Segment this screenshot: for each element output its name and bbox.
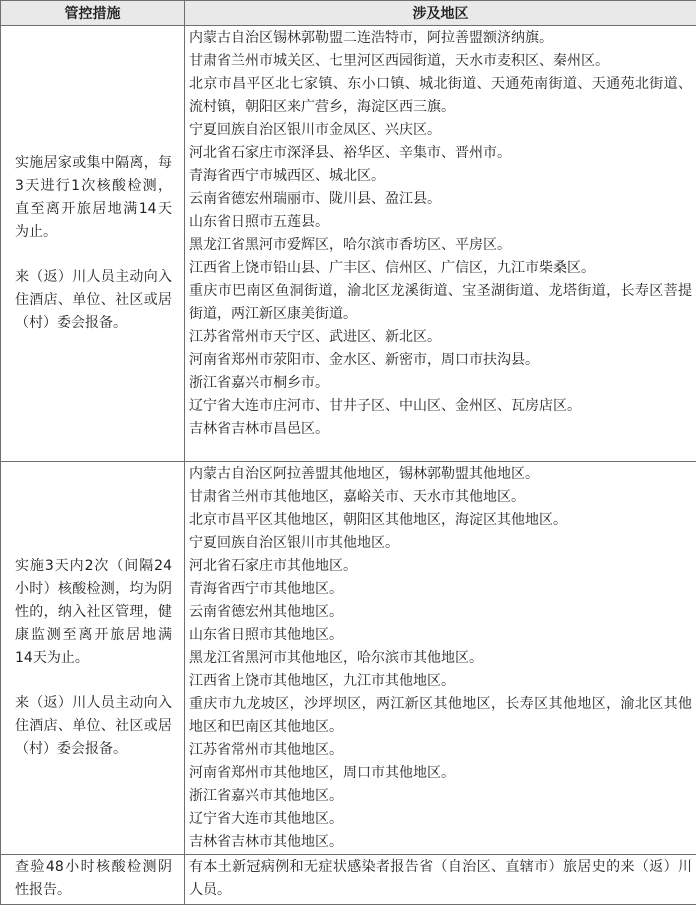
- measure-cell: [1, 462, 185, 855]
- table-row: [1, 26, 696, 462]
- measure-text: 查验48小时核酸检测阴性报告。: [15, 859, 172, 898]
- region-line: 江西省上饶市铅山县、广丰区、信州区、广信区，九江市柴桑区。: [189, 260, 595, 276]
- region-line: 内蒙古自治区锡林郭勒盟二连浩特市，阿拉善盟额济纳旗。: [189, 30, 553, 46]
- header-row: [1, 1, 696, 26]
- region-line: 黑龙江省黑河市爱辉区，哈尔滨市香坊区、平房区。: [189, 237, 511, 253]
- measure-text: 来（返）川人员主动向入住酒店、单位、社区或居（村）委会报备。: [15, 695, 172, 757]
- region-line: 吉林省吉林市其他地区。: [189, 834, 343, 850]
- region-line: 重庆市巴南区鱼洞街道，渝北区龙溪街道、宝圣湖街道、龙塔街道，长寿区菩提街道，两江新区康美街道。: [189, 283, 692, 322]
- region-line: 北京市昌平区其他地区，朝阳区其他地区，海淀区其他地区。: [189, 512, 567, 528]
- region-line: 甘肃省兰州市城关区、七里河区西园街道，天水市麦积区、秦州区。: [189, 53, 609, 69]
- table-row: [1, 462, 696, 855]
- region-line: 有本土新冠病例和无症状感染者报告省（自治区、直辖市）旅居史的来（返）川人员。: [189, 859, 692, 898]
- region-line: 宁夏回族自治区银川市金凤区、兴庆区。: [189, 122, 441, 138]
- region-line: 河北省石家庄市其他地区。: [189, 558, 357, 574]
- regions-cell: [185, 855, 696, 905]
- region-line: 山东省日照市其他地区。: [189, 627, 343, 643]
- region-line: 江苏省常州市其他地区。: [189, 742, 343, 758]
- region-line: 云南省德宏州瑞丽市、陇川县、盈江县。: [189, 191, 441, 207]
- region-line: 江西省上饶市其他地区，九江市其他地区。: [189, 673, 455, 689]
- measure-text: 实施3天内2次（间隔24小时）核酸检测，均为阴性的，纳入社区管理，健康监测至离开旅居地满14天为止。: [15, 558, 172, 666]
- region-line: 辽宁省大连市庄河市、甘井子区、中山区、金州区、瓦房店区。: [189, 398, 581, 414]
- region-line: 青海省西宁市其他地区。: [189, 581, 343, 597]
- header-regions: 涉及地区: [185, 1, 696, 26]
- region-line: 宁夏回族自治区银川市其他地区。: [189, 535, 399, 551]
- region-line: 浙江省嘉兴市其他地区。: [189, 788, 343, 804]
- region-line: 黑龙江省黑河市其他地区，哈尔滨市其他地区。: [189, 650, 483, 666]
- region-line: 甘肃省兰州市其他地区，嘉峪关市、天水市其他地区。: [189, 489, 525, 505]
- table-row: [1, 855, 696, 905]
- regions-cell: [185, 462, 696, 855]
- region-line: 北京市昌平区北七家镇、东小口镇、城北街道、天通苑南街道、天通苑北街道、流村镇，朝阳区来广营乡，海淀区西三旗。: [189, 76, 692, 115]
- region-line: 江苏省常州市天宁区、武进区、新北区。: [189, 329, 441, 345]
- region-line: 浙江省嘉兴市桐乡市。: [189, 375, 329, 391]
- regions-cell: [185, 26, 696, 462]
- region-line: 重庆市九龙坡区，沙坪坝区，两江新区其他地区，长寿区其他地区，渝北区其他地区和巴南区其他地区。: [189, 696, 692, 735]
- region-line: 青海省西宁市城西区、城北区。: [189, 168, 385, 184]
- region-line: 吉林省吉林市昌邑区。: [189, 421, 329, 437]
- region-line: 辽宁省大连市其他地区。: [189, 811, 343, 827]
- measure-cell: [1, 26, 185, 462]
- region-line: 河南省郑州市其他地区，周口市其他地区。: [189, 765, 455, 781]
- region-line: 河南省郑州市荥阳市、金水区、新密市，周口市扶沟县。: [189, 352, 539, 368]
- measure-text: 来（返）川人员主动向入住酒店、单位、社区或居（村）委会报备。: [15, 269, 172, 331]
- region-line: 云南省德宏州其他地区。: [189, 604, 343, 620]
- measure-text: 实施居家或集中隔离，每3天进行1次核酸检测，直至离开旅居地满14天为止。: [15, 155, 172, 240]
- region-line: 河北省石家庄市深泽县、裕华区、辛集市、晋州市。: [189, 145, 511, 161]
- measure-cell: [1, 855, 185, 905]
- header-measures: 管控措施: [1, 1, 185, 26]
- region-line: 内蒙古自治区阿拉善盟其他地区，锡林郭勒盟其他地区。: [189, 466, 539, 482]
- region-line: 山东省日照市五莲县。: [189, 214, 329, 230]
